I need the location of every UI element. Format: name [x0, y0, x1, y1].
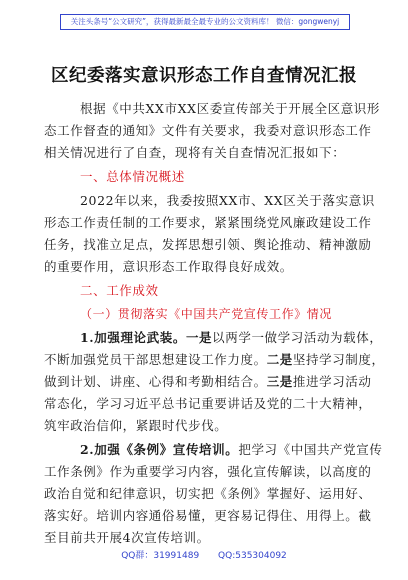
para1-line-3: 任务，找准立足点，发挥思想引领、舆论推动、精神激励	[44, 237, 372, 252]
item1-heading: 1.加强理论武装。	[80, 330, 186, 345]
item2-line-2: 工作条例》作为重要学习内容，强化宣传解读，以高度的	[44, 464, 372, 479]
document-title: 区纪委落实意识形态工作自查情况汇报	[51, 66, 357, 86]
item2-heading: 2.加强《条例》宣传培训。	[80, 442, 239, 457]
item1-text-2: 不断加强党员干部思想建设工作力度。	[44, 352, 267, 367]
footer-qq-group: QQ群：31991489	[121, 551, 200, 561]
para1-line-1: 2022年以来，我委按照XX市、XX区关于落实意识	[80, 193, 375, 208]
item1-key-3: 三是	[266, 374, 293, 389]
section-heading-overview: 一、总体情况概述	[80, 169, 185, 184]
item1-line-5: 筑牢政治信仰，紧跟时代步伐。	[44, 418, 228, 433]
para1-line-2: 形态工作责任制的工作要求，紧紧围绕党风廉政建设工作	[44, 215, 372, 230]
intro-line-1: 根据《中共XX市XX区委宣传部关于开展全区意识形	[80, 101, 380, 116]
footer-qq: QQ:535304092	[218, 551, 287, 561]
item1-key-2: 二是	[266, 352, 293, 367]
item1-text-1: 以两学一做学习活动为载体，	[212, 330, 383, 345]
section-heading-results: 二、工作成效	[80, 283, 159, 298]
para1-line-4: 的重要作用，意识形态工作取得良好成效。	[44, 259, 293, 274]
item2-line-5: 至目前共开展4次宣传培训。	[44, 530, 210, 545]
item1-text-4: 做到计划、讲座、心得和考勤相结合。	[44, 374, 267, 389]
intro-line-3: 相关情况进行了自查，现将有关自查情况汇报如下：	[44, 145, 346, 160]
item1-line-1	[80, 327, 383, 349]
page-footer	[0, 548, 408, 561]
item2-line-4: 落实好。培训内容通俗易懂，更容易记得住、用得上。截	[44, 508, 372, 523]
item1-key-1: 一是	[185, 330, 213, 345]
item1-text-3: 坚持学习制度，	[292, 352, 385, 367]
item1-text-5: 推进学习活动	[292, 374, 372, 389]
item1-line-3	[44, 371, 374, 393]
item1-line-4: 常态化，学习习近平总书记重要讲话及党的二十大精神，	[44, 396, 372, 411]
item2-line-3: 政治自觉和纪律意识，切实把《条例》掌握好、运用好、	[44, 486, 372, 501]
item2-text-1: 把学习《中国共产党宣传	[238, 442, 383, 457]
subsection-heading-1: （一）贯彻落实《中国共产党宣传工作》情况	[80, 307, 333, 321]
item1-line-2	[44, 349, 385, 371]
intro-line-2: 态工作督查的通知》文件有关要求，我委对意识形态工作	[44, 123, 372, 138]
promo-banner: 关注头条号“公文研究”，获得最新最全最专业的公文资料库！ 微信：gongwenyj	[60, 14, 350, 30]
item2-line-1	[80, 439, 383, 461]
